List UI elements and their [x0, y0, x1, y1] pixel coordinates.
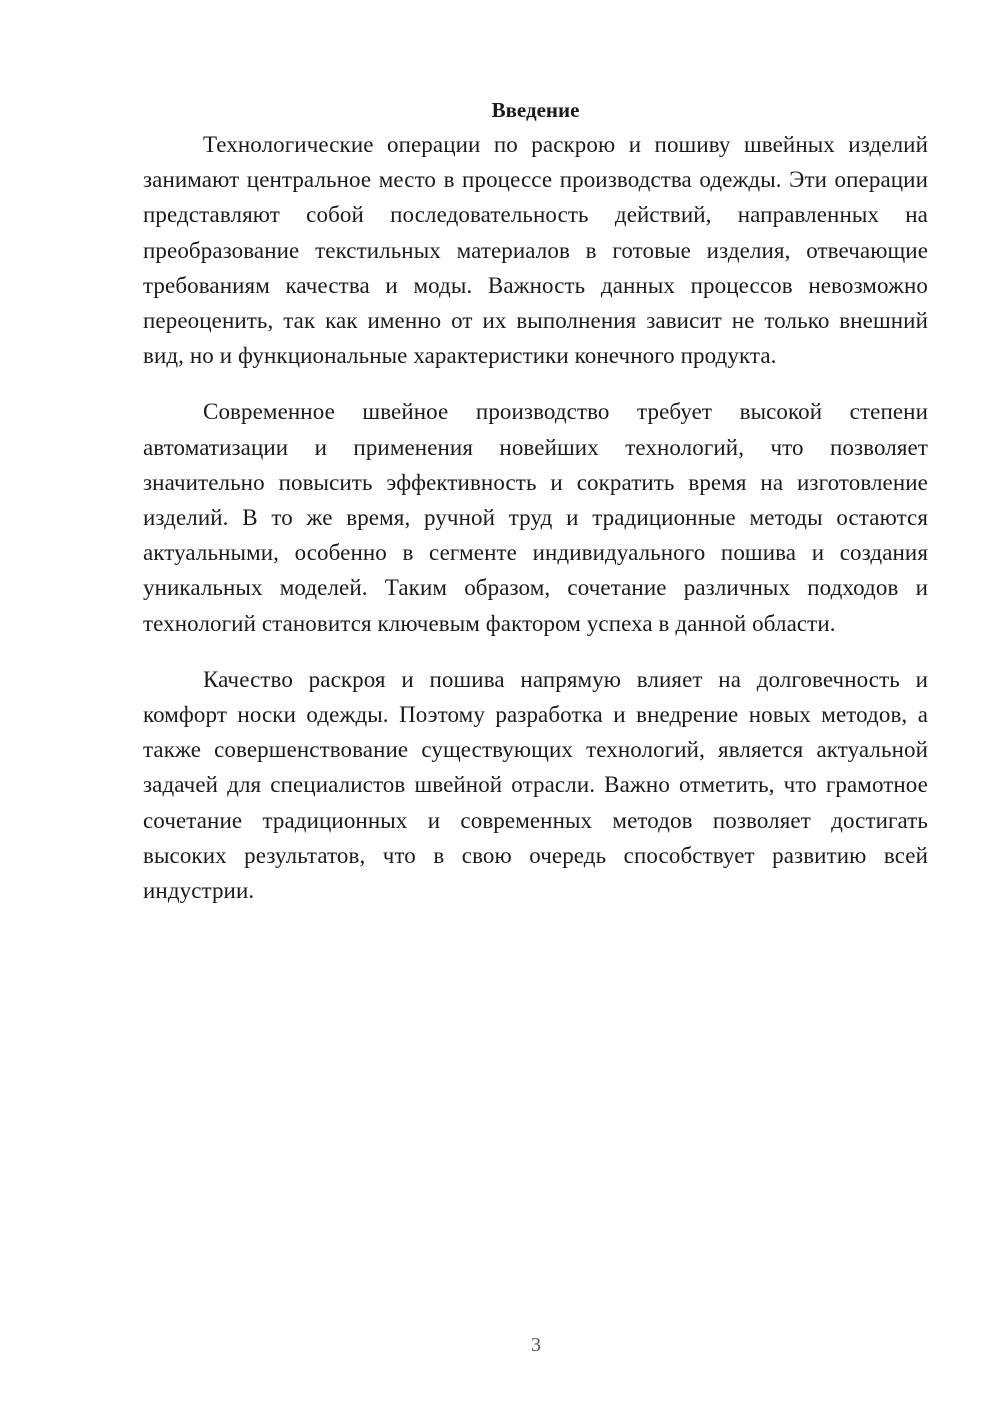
paragraph-3: Качество раскроя и пошива напрямую влияет на долговечность и комфорт носки одежды. Поэтому разработка и внедрение новых методов, а также совершенствование существующих технологий, является актуальной задачей для специалистов швейной отрасли. Важно отметить, что грамотное сочетание традиционных и современных методов позволяет достигать высоких результатов, что в свою очередь способствует развитию всей индустрии. [143, 666, 928, 904]
document-body [143, 93, 928, 908]
page-number: 3 [531, 1334, 541, 1356]
section-heading: Введение [491, 98, 580, 122]
paragraph-2: Современное швейное производство требует высокой степени автоматизации и применения новейших технологий, что позволяет значительно повысить эффективность и сократить время на изготовление изделий. В то же время, ручной труд и традиционные методы остаются актуальными, особенно в сегменте индивидуального пошива и создания уникальных моделей. Таким образом, сочетание различных подходов и технологий становится ключевым фактором успеха в данной области. [143, 399, 928, 636]
paragraph-1: Технологические операции по раскрою и пошиву швейных изделий занимают центральное место в процессе производства одежды. Эти операции представляют собой последовательность действий, направленных на преобразование текстильных материалов в готовые изделия, отвечающие требованиям качества и моды. Важность данных процессов невозможно переоценить, так как именно от их выполнения зависит не только внешний вид, но и функциональные характеристики конечного продукта. [143, 132, 928, 369]
